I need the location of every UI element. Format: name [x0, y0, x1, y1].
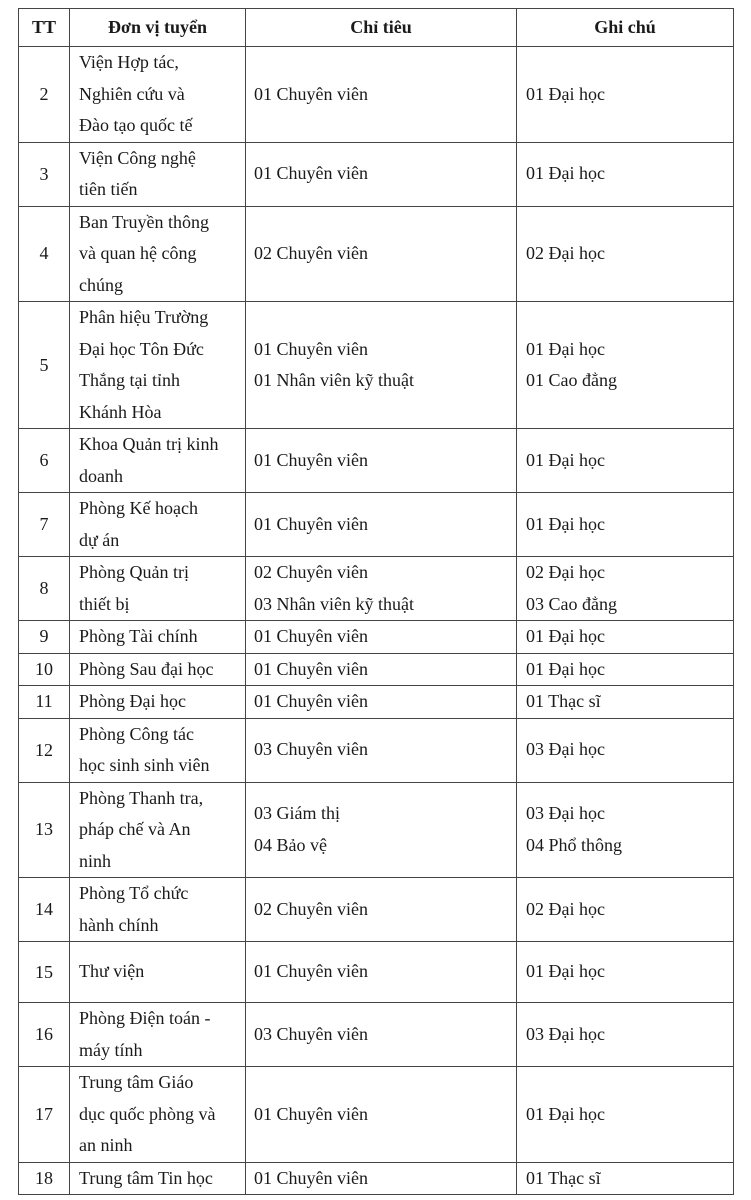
- unit-name: [70, 302, 246, 429]
- row-number: 15: [19, 942, 70, 1003]
- quota-cell: [246, 1067, 517, 1163]
- note-cell-line: 01 Cao đẳng: [526, 370, 617, 390]
- unit-name: [70, 621, 246, 654]
- unit-name: [70, 1003, 246, 1067]
- header-unit: Đơn vị tuyển: [70, 9, 246, 47]
- quota-cell-line: 02 Chuyên viên: [254, 243, 368, 263]
- table-row: [19, 493, 734, 557]
- unit-name-line: Phòng Công tác: [79, 723, 194, 744]
- unit-name-line: Phòng Thanh tra,: [79, 787, 204, 808]
- note-cell: [517, 718, 734, 782]
- note-cell: [517, 782, 734, 878]
- table-row: [19, 1003, 734, 1067]
- unit-name-line: Phân hiệu Trường: [79, 307, 209, 327]
- header-note: Ghi chú: [517, 9, 734, 47]
- unit-name-line: hành chính: [79, 914, 159, 935]
- row-number: 10: [19, 653, 70, 686]
- note-cell: [517, 878, 734, 942]
- quota-cell: [246, 718, 517, 782]
- quota-cell-line: 01 Chuyên viên: [254, 626, 368, 646]
- quota-cell-line: 01 Chuyên viên: [254, 163, 368, 184]
- row-number: 16: [19, 1003, 70, 1067]
- row-number: 2: [19, 47, 70, 143]
- row-number: 6: [19, 429, 70, 493]
- unit-name: [70, 206, 246, 302]
- note-cell-line: 01 Đại học: [526, 449, 605, 470]
- quota-cell-line: 01 Chuyên viên: [254, 1103, 368, 1124]
- unit-name-line: dự án: [79, 529, 120, 550]
- unit-name: [70, 47, 246, 143]
- row-number: 11: [19, 686, 70, 719]
- quota-cell-line: 03 Chuyên viên: [254, 739, 368, 760]
- table-row: [19, 1067, 734, 1163]
- quota-cell-line: 01 Chuyên viên: [254, 338, 368, 359]
- unit-name: [70, 942, 246, 1003]
- unit-name-line: ninh: [79, 850, 112, 871]
- quota-cell: [246, 653, 517, 686]
- note-cell-line: 01 Đại học: [526, 163, 605, 184]
- unit-name-line: máy tính: [79, 1039, 143, 1060]
- table-row: [19, 206, 734, 302]
- table-row: [19, 1162, 734, 1195]
- quota-cell-line: 03 Giám thị: [254, 803, 340, 824]
- unit-name-line: chúng: [79, 274, 123, 295]
- unit-name-line: doanh: [79, 465, 123, 486]
- unit-name-line: tiên tiến: [79, 179, 138, 199]
- header-quota: Chỉ tiêu: [246, 9, 517, 47]
- note-cell: [517, 206, 734, 302]
- unit-name-line: dục quốc phòng và: [79, 1103, 216, 1124]
- note-cell-line: 01 Đại học: [526, 961, 605, 982]
- row-number: 9: [19, 621, 70, 654]
- table-row: [19, 47, 734, 143]
- unit-name: [70, 1067, 246, 1163]
- unit-name-line: Phòng Quản trị: [79, 562, 189, 582]
- note-cell-line: 01 Đại học: [526, 626, 605, 646]
- table-row: [19, 878, 734, 942]
- quota-cell: [246, 1003, 517, 1067]
- unit-name-line: Ban Truyền thông: [79, 211, 210, 232]
- row-number: 14: [19, 878, 70, 942]
- unit-name-line: Phòng Điện toán -: [79, 1008, 211, 1028]
- quota-cell-line: 01 Chuyên viên: [254, 961, 368, 982]
- unit-name-line: Đại học Tôn Đức: [79, 338, 204, 359]
- unit-name: [70, 493, 246, 557]
- row-number: 18: [19, 1162, 70, 1195]
- note-cell: [517, 302, 734, 429]
- unit-name-line: Trung tâm Giáo: [79, 1072, 194, 1092]
- note-cell-line: 01 Đại học: [526, 513, 605, 534]
- quota-cell: [246, 47, 517, 143]
- unit-name-line: Thắng tại tỉnh: [79, 370, 180, 390]
- quota-cell-line: 01 Chuyên viên: [254, 658, 368, 679]
- unit-name-line: an ninh: [79, 1135, 133, 1155]
- note-cell-line: 02 Đại học: [526, 898, 605, 919]
- row-number: 13: [19, 782, 70, 878]
- quota-cell-line: 01 Chuyên viên: [254, 449, 368, 470]
- quota-cell: [246, 557, 517, 621]
- unit-name-line: Phòng Tài chính: [79, 626, 198, 646]
- quota-cell: [246, 493, 517, 557]
- row-number: 4: [19, 206, 70, 302]
- note-cell-line: 02 Đại học: [526, 243, 605, 263]
- note-cell: [517, 686, 734, 719]
- unit-name-line: Phòng Tổ chức: [79, 883, 189, 903]
- quota-cell: [246, 621, 517, 654]
- unit-name: [70, 429, 246, 493]
- note-cell: [517, 942, 734, 1003]
- unit-name-line: pháp chế và An: [79, 819, 191, 839]
- header-tt: TT: [19, 9, 70, 47]
- quota-cell: [246, 429, 517, 493]
- table-row: [19, 621, 734, 654]
- unit-name: [70, 1162, 246, 1195]
- quota-cell-line: 01 Chuyên viên: [254, 691, 368, 711]
- note-cell: [517, 653, 734, 686]
- unit-name-line: Phòng Kế hoạch: [79, 498, 198, 518]
- unit-name-line: và quan hệ công: [79, 243, 197, 263]
- table-row: [19, 302, 734, 429]
- quota-cell-line: 03 Chuyên viên: [254, 1023, 368, 1044]
- quota-cell-line: 01 Nhân viên kỹ thuật: [254, 370, 414, 390]
- header-row: [19, 9, 734, 47]
- note-cell: [517, 1162, 734, 1195]
- table-body: [19, 47, 734, 1195]
- unit-name-line: Phòng Sau đại học: [79, 658, 214, 679]
- note-cell: [517, 429, 734, 493]
- note-cell: [517, 493, 734, 557]
- quota-cell: [246, 782, 517, 878]
- quota-cell-line: 01 Chuyên viên: [254, 83, 368, 104]
- table-row: [19, 942, 734, 1003]
- recruitment-table: [18, 8, 734, 1195]
- unit-name: [70, 686, 246, 719]
- note-cell: [517, 1003, 734, 1067]
- table-row: [19, 782, 734, 878]
- unit-name-line: Trung tâm Tin học: [79, 1167, 213, 1188]
- quota-cell-line: 01 Chuyên viên: [254, 1167, 368, 1188]
- table-row: [19, 557, 734, 621]
- note-cell-line: 03 Đại học: [526, 1023, 605, 1044]
- note-cell-line: 03 Đại học: [526, 739, 605, 760]
- note-cell-line: 01 Đại học: [526, 1103, 605, 1124]
- note-cell-line: 01 Thạc sĩ: [526, 1167, 601, 1188]
- quota-cell: [246, 142, 517, 206]
- note-cell: [517, 557, 734, 621]
- unit-name: [70, 878, 246, 942]
- unit-name-line: Viện Hợp tác,: [79, 52, 179, 72]
- unit-name-line: Khánh Hòa: [79, 401, 162, 422]
- note-cell: [517, 621, 734, 654]
- note-cell-line: 02 Đại học: [526, 562, 605, 582]
- note-cell: [517, 142, 734, 206]
- unit-name-line: Viện Công nghệ: [79, 147, 196, 168]
- table-row: [19, 653, 734, 686]
- note-cell-line: 01 Đại học: [526, 658, 605, 679]
- note-cell-line: 01 Thạc sĩ: [526, 691, 601, 711]
- unit-name: [70, 782, 246, 878]
- quota-cell-line: 04 Bảo vệ: [254, 834, 327, 855]
- quota-cell: [246, 302, 517, 429]
- quota-cell-line: 03 Nhân viên kỹ thuật: [254, 593, 414, 614]
- unit-name: [70, 557, 246, 621]
- note-cell-line: 01 Đại học: [526, 83, 605, 104]
- row-number: 12: [19, 718, 70, 782]
- table-row: [19, 686, 734, 719]
- table-row: [19, 142, 734, 206]
- note-cell: [517, 1067, 734, 1163]
- table-row: [19, 718, 734, 782]
- note-cell-line: 03 Cao đẳng: [526, 593, 617, 614]
- note-cell-line: 03 Đại học: [526, 803, 605, 824]
- note-cell-line: 04 Phổ thông: [526, 834, 623, 855]
- row-number: 3: [19, 142, 70, 206]
- row-number: 5: [19, 302, 70, 429]
- row-number: 8: [19, 557, 70, 621]
- quota-cell: [246, 942, 517, 1003]
- unit-name-line: Khoa Quản trị kinh: [79, 434, 219, 454]
- note-cell: [517, 47, 734, 143]
- note-cell-line: 01 Đại học: [526, 338, 605, 359]
- unit-name-line: Đào tạo quốc tế: [79, 115, 193, 135]
- unit-name: [70, 653, 246, 686]
- quota-cell-line: 01 Chuyên viên: [254, 513, 368, 534]
- quota-cell-line: 02 Chuyên viên: [254, 562, 368, 582]
- unit-name-line: Thư viện: [79, 961, 145, 982]
- unit-name-line: Nghiên cứu và: [79, 83, 185, 104]
- row-number: 17: [19, 1067, 70, 1163]
- quota-cell: [246, 1162, 517, 1195]
- unit-name: [70, 142, 246, 206]
- unit-name-line: Phòng Đại học: [79, 691, 186, 711]
- quota-cell: [246, 686, 517, 719]
- quota-cell: [246, 878, 517, 942]
- quota-cell: [246, 206, 517, 302]
- quota-cell-line: 02 Chuyên viên: [254, 898, 368, 919]
- table-row: [19, 429, 734, 493]
- unit-name-line: học sinh sinh viên: [79, 755, 210, 775]
- row-number: 7: [19, 493, 70, 557]
- unit-name: [70, 718, 246, 782]
- unit-name-line: thiết bị: [79, 593, 130, 614]
